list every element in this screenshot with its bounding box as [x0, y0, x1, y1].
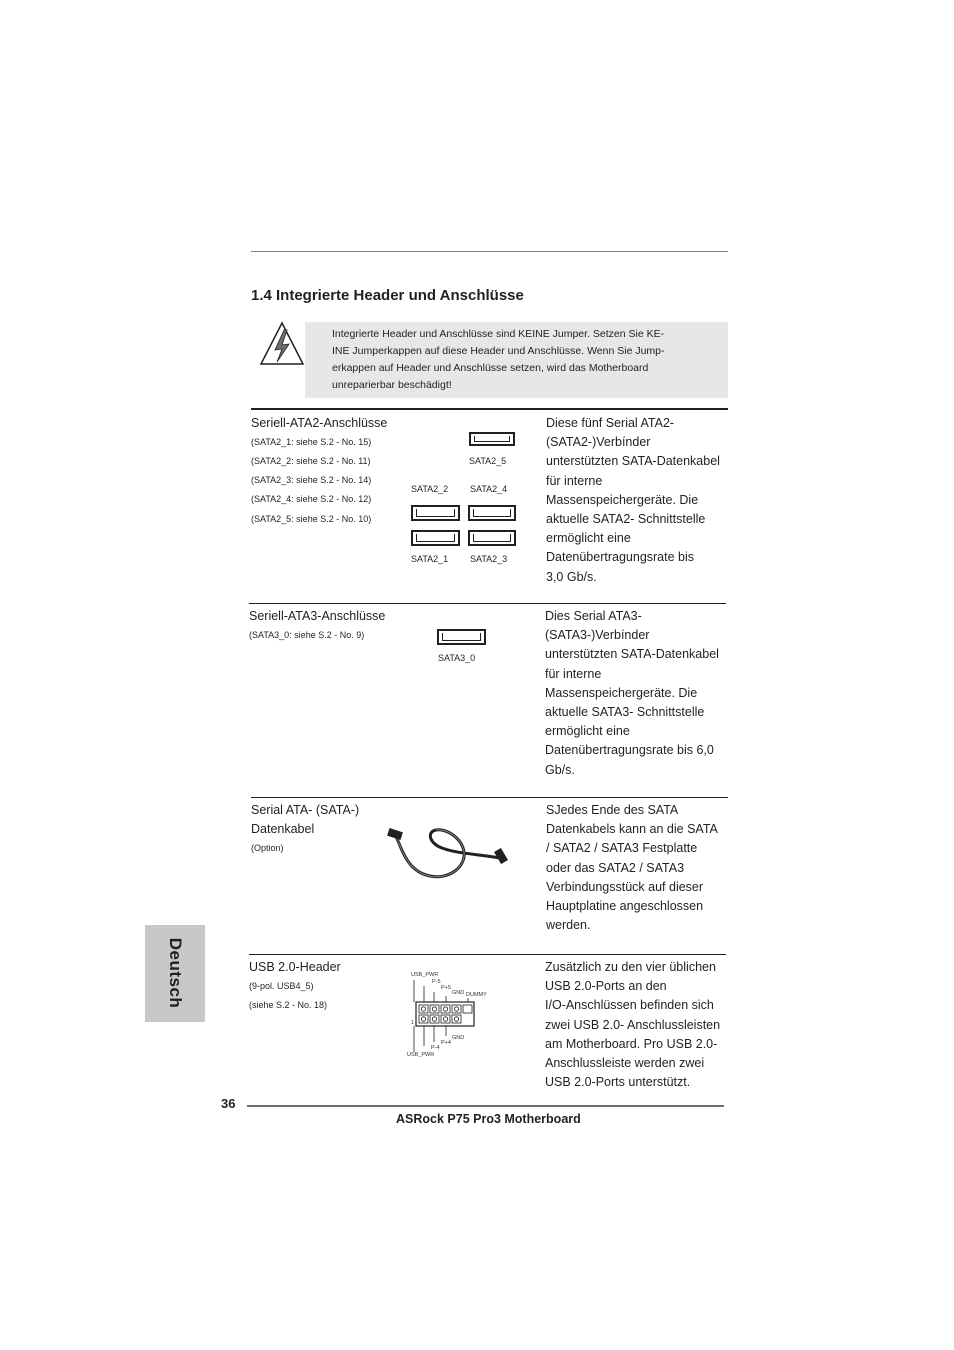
desc-line: Diese fünf Serial ATA2-: [546, 416, 675, 430]
page-number: 36: [221, 1096, 236, 1111]
desc-line: oder das SATA2 / SATA3: [546, 860, 685, 875]
warning-line: erkappen auf Header und Anschlüsse setzen, wird das Motherboard: [332, 362, 649, 374]
desc-line: Datenkabels kann an die SATA: [546, 822, 718, 837]
language-tab-label: Deutsch: [166, 937, 185, 1009]
warning-text: [332, 326, 692, 394]
section-rule: [251, 408, 728, 410]
section-rule: [249, 954, 726, 955]
warning-line: unreparierbar beschädigt!: [332, 379, 452, 391]
desc-line: Hauptplatine angeschlossen: [546, 899, 704, 914]
sata2-5-label: SATA2_5: [469, 456, 507, 466]
desc-line: Massenspeichergeräte. Die: [545, 685, 698, 700]
desc-line: Zusätzlich zu den vier üblichen: [545, 960, 716, 974]
sata2-2-label: SATA2_2: [411, 484, 449, 494]
usb-pwr-bottom-label: USB_PWR: [407, 1052, 435, 1058]
desc-line: unterstützten SATA-Datenkabel: [545, 647, 719, 662]
usb-description: [545, 958, 720, 1092]
p+4-label: P+4: [441, 1040, 451, 1046]
usb-sub-ref: (siehe S.2 - No. 18): [249, 1000, 328, 1010]
gnd-top-label: GND: [452, 990, 465, 996]
desc-line: unterstützten SATA-Datenkabel: [546, 454, 720, 469]
sata3-title: Seriell-ATA3-Anschlüsse: [249, 609, 386, 623]
desc-line: werden.: [546, 918, 591, 933]
usb-pwr-top-label: USB_PWR: [411, 972, 439, 978]
footer-rule: [247, 1105, 724, 1107]
desc-line: Verbindungsstück auf dieser: [546, 879, 704, 894]
sata2-description: [546, 414, 720, 587]
warning-icon: [258, 320, 306, 368]
sata2-ref: (SATA2_4: siehe S.2 - No. 12): [251, 494, 372, 504]
desc-line: Datenübertragungsrate bis: [546, 550, 695, 565]
desc-line: Gb/s.: [545, 762, 575, 777]
pin1-label: 1: [411, 1020, 415, 1026]
gnd-bottom-label: GND: [452, 1035, 465, 1041]
sata2-2-connector: [411, 505, 460, 521]
sata3-description: [545, 607, 719, 780]
desc-line: (SATA2-)Verbínder: [546, 435, 651, 450]
desc-line: Datenübertragungsrate bis 6,0: [545, 743, 714, 758]
desc-line: am Motherboard. Pro USB 2.0-: [545, 1036, 718, 1051]
desc-line: USB 2.0-Ports unterstützt.: [545, 1075, 691, 1090]
sata2-3-label: SATA2_3: [470, 554, 508, 564]
usb-title: USB 2.0-Header: [249, 960, 341, 974]
desc-line: aktuelle SATA2- Schnittstelle: [546, 512, 706, 527]
desc-line: Anschlussleiste werden zwei: [545, 1056, 705, 1071]
p+5-label: P+5: [441, 985, 451, 991]
sata2-1-label: SATA2_1: [411, 554, 449, 564]
warning-line: INE Jumperkappen auf diese Header und Anschlüsse. Wenn Sie Jump-: [332, 345, 665, 357]
cable-title-line1: Serial ATA- (SATA-): [251, 803, 360, 817]
sata2-ref: (SATA2_5: siehe S.2 - No. 10): [251, 514, 372, 524]
warning-line: Integrierte Header und Anschlüsse sind KEINE Jumper. Setzen Sie KE-: [332, 328, 665, 340]
desc-line: für interne: [546, 473, 603, 488]
p-5-label: P-5: [432, 979, 441, 985]
desc-line: zwei USB 2.0- Anschlussleisten: [545, 1017, 721, 1032]
sata2-3-connector: [468, 530, 516, 546]
desc-line: 3,0 Gb/s.: [546, 569, 597, 584]
desc-line: I/O-Anschlüssen befinden sich: [545, 998, 714, 1013]
p-4-label: P-4: [431, 1045, 440, 1051]
sata3-0-connector: [437, 629, 486, 645]
cable-title-line2: Datenkabel: [251, 822, 315, 836]
sata2-4-label: SATA2_4: [470, 484, 508, 494]
desc-line: aktuelle SATA3- Schnittstelle: [545, 705, 705, 720]
desc-line: USB 2.0-Ports an den: [545, 979, 667, 994]
sata2-title: Seriell-ATA2-Anschlüsse: [251, 416, 388, 430]
sata2-5-connector: [469, 432, 515, 446]
desc-line: ermöglicht eine: [546, 531, 631, 546]
section-rule: [251, 797, 728, 798]
sata2-ref: (SATA2_3: siehe S.2 - No. 14): [251, 475, 372, 485]
footer-text: ASRock P75 Pro3 Motherboard: [396, 1112, 581, 1126]
section-title: 1.4 Integrierte Header und Anschlüsse: [251, 287, 524, 304]
top-rule: [251, 251, 728, 252]
cable-description: [546, 801, 718, 935]
cable-option: (Option): [251, 843, 284, 853]
dummy-label: DUMMY: [466, 992, 487, 998]
desc-line: (SATA3-)Verbínder: [545, 628, 650, 643]
desc-line: SJedes Ende des SATA: [546, 803, 679, 817]
desc-line: Massenspeichergeräte. Die: [546, 492, 699, 507]
sata2-1-connector: [411, 530, 460, 546]
sata3-ref: (SATA3_0: siehe S.2 - No. 9): [249, 630, 365, 640]
sata3-0-label: SATA3_0: [438, 653, 476, 663]
desc-line: für interne: [545, 666, 602, 681]
usb-sub-pins: (9-pol. USB4_5): [249, 981, 314, 991]
sata2-ref: (SATA2_1: siehe S.2 - No. 15): [251, 437, 372, 447]
desc-line: ermöglicht eine: [545, 724, 630, 739]
sata-cable-image: [386, 820, 510, 882]
sata2-ref: (SATA2_2: siehe S.2 - No. 11): [251, 456, 371, 466]
section-rule: [249, 603, 726, 604]
sata2-4-connector: [468, 505, 516, 521]
desc-line: / SATA2 / SATA3 Festplatte: [546, 841, 698, 856]
desc-line: Dies Serial ATA3-: [545, 609, 642, 623]
